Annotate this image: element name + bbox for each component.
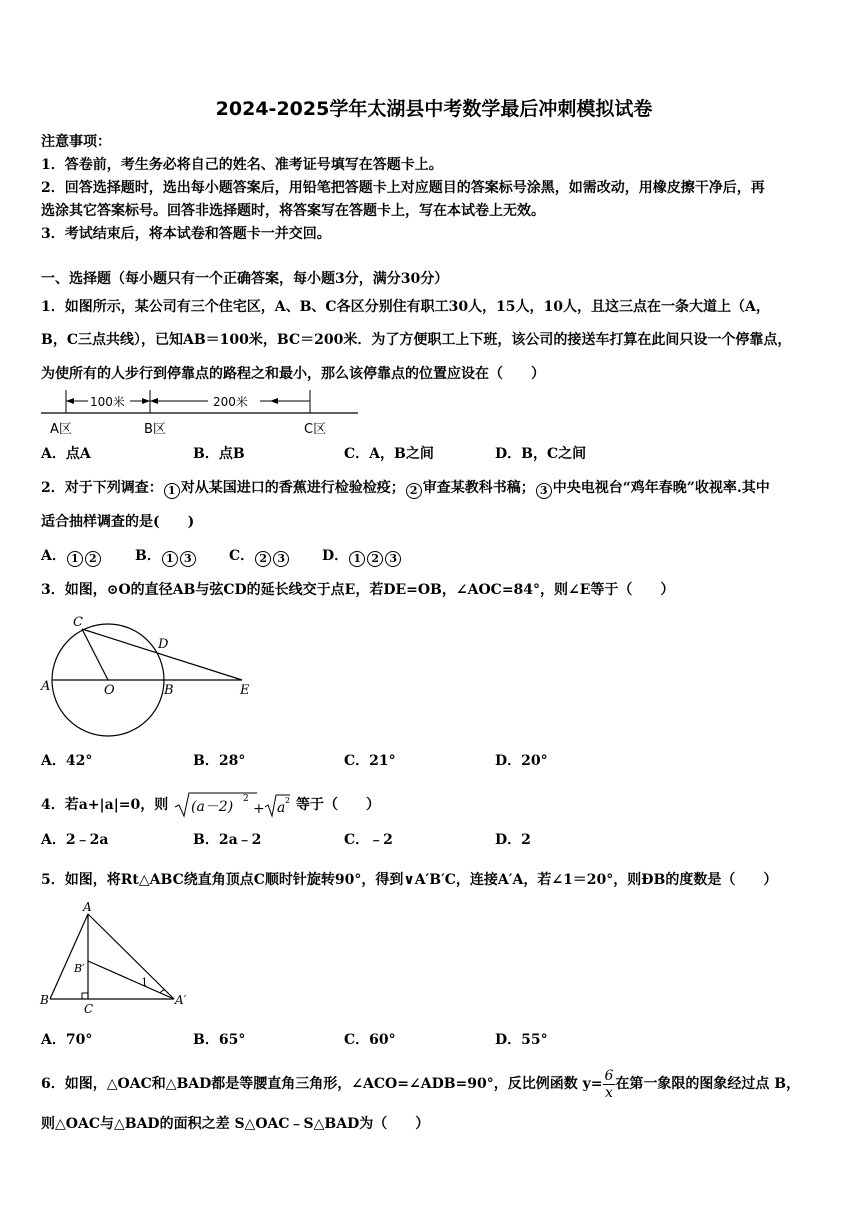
question-2-option-d: D． 1 2 3 [322, 547, 402, 567]
question-5-option-c: C．60° [344, 1032, 396, 1048]
point-c-label: C区 [304, 422, 327, 437]
notice-heading: 注意事项： [41, 134, 111, 150]
question-1-option-a: A．点A [41, 446, 91, 462]
question-1-line: B，C三点共线），已知AB＝100米，BC＝200米．为了方便职工上下班，该公司的接送车打算在此间只设一个停靠点， [41, 332, 792, 348]
question-1-option-d: D．B，C之间 [495, 446, 587, 462]
point-a-label: A [83, 900, 92, 914]
question-2-item: 审查某教科书稿； [422, 480, 535, 496]
question-1-option-b: B．点B [193, 446, 245, 462]
point-a-prime-label: A′ [175, 993, 187, 1007]
svg-text:(a－2): (a－2) [191, 799, 234, 815]
svg-text:+: + [253, 801, 265, 817]
question-1-option-c: C．A，B之间 [344, 446, 434, 462]
circled-number: 1 [164, 483, 180, 499]
fraction: $\frac{6}{x}$ [604, 1067, 614, 1101]
question-2-item: 中央电视台“鸡年春晚”收视率.其中 [552, 480, 770, 496]
question-2-option-b: B． 1 3 [135, 547, 197, 567]
question-5-option-b: B．65° [193, 1032, 246, 1048]
point-a-label: A [41, 679, 51, 694]
svg-text:2: 2 [243, 794, 249, 804]
question-4-option-b: B．2a﹣2 [193, 832, 262, 848]
distance-ab-label: 100米 [90, 395, 125, 409]
notice-item: 1．答卷前，考生务必将自己的姓名、准考证号填写在答题卡上。 [41, 157, 443, 173]
notice-item: 选涂其它答案标号。回答非选择题时，将答案写在答题卡上，写在本试卷上无效。 [41, 203, 545, 219]
circled-number: 2 [406, 483, 422, 499]
question-4-option-d: D．2 [495, 832, 531, 848]
question-3-option-b: B．28° [193, 753, 246, 769]
point-c-label: C [84, 1002, 94, 1016]
question-4-option-c: C．﹣2 [344, 832, 393, 848]
question-1-figure [38, 385, 368, 441]
point-o-label: O [104, 683, 115, 698]
question-2-option-c: C． 2 3 [229, 547, 290, 567]
angle-1-label: 1 [141, 976, 148, 989]
question-3-option-a: A．42° [41, 753, 93, 769]
question-2-item: 对从某国进口的香蕉进行检验检疫； [180, 480, 405, 496]
question-5-option-a: A．70° [41, 1032, 93, 1048]
question-1-line: 为使所有的人步行到停靠点的路程之和最小，那么该停靠点的位置应设在（ ） [41, 366, 545, 382]
circled-number: 3 [536, 483, 552, 499]
point-a-label: A区 [50, 422, 72, 437]
point-d-label: D [158, 637, 169, 652]
point-b-prime-label: B′ [74, 962, 85, 975]
point-b-label: B [164, 683, 174, 698]
page-title: 2024-2025学年太湖县中考数学最后冲刺模拟试卷 [215, 98, 653, 120]
question-6-line: 则△OAC与△BAD的面积之差 S△OAC﹣S△BAD为（ ） [41, 1116, 430, 1132]
question-3-figure [38, 612, 263, 747]
question-5-line: 5．如图，将Rt△ABC绕直角顶点C顺时针旋转90°，得到∨A′B′C，连接A′A，若∠1＝20°，则ÐB的度数是（ ） [41, 872, 778, 888]
question-2-option-a: A． 1 2 [41, 547, 102, 567]
point-e-label: E [240, 683, 250, 698]
point-c-label: C [73, 615, 83, 630]
question-1-line: 1．如图所示，某公司有三个住宅区，A、B、C各区分别住有职工30人，15人，10人，且这三点在一条大道上（A， [41, 299, 770, 315]
question-3-line: 3．如图，⊙O的直径AB与弦CD的延长线交于点E，若DE=OB，∠AOC=84°，则∠E等于（ ） [41, 582, 675, 598]
svg-text:a: a [277, 800, 286, 816]
radical-expression [173, 791, 291, 819]
question-4-line: 4．若a+|a|=0，则 (a－2) 2 + a 2 等于（ ） [41, 791, 380, 819]
notice-item: 2．回答选择题时，选出每小题答案后，用铅笔把答题卡上对应题目的答案标号涂黑，如需改动，用橡皮擦干净后，再 [41, 180, 765, 196]
question-5-option-d: D．55° [495, 1032, 548, 1048]
section-heading: 一、选择题（每小题只有一个正确答案，每小题3分，满分30分） [41, 271, 449, 287]
distance-bc-label: 200米 [213, 395, 248, 409]
question-2-line [41, 479, 770, 499]
question-3-option-c: C．21° [344, 753, 396, 769]
question-2-line: 适合抽样调查的是( ) [41, 514, 195, 530]
question-2-intro: 2．对于下列调查： [41, 480, 163, 496]
question-5-figure [38, 900, 198, 1018]
question-4-option-a: A．2﹣2a [41, 832, 109, 848]
point-b-label: B区 [144, 422, 166, 437]
notice-item: 3．考试结束后，将本试卷和答题卡一并交回。 [41, 226, 331, 242]
point-b-label: B [40, 993, 49, 1007]
question-6-line: 6．如图，△OAC和△BAD都是等腰直角三角形，∠ACO=∠ADB=90°，反比例函数 y= $\frac{6}{x}$ 在第一象限的图象经过点 B， [41, 1067, 801, 1101]
question-3-option-d: D．20° [495, 753, 548, 769]
svg-text:2: 2 [285, 796, 291, 805]
